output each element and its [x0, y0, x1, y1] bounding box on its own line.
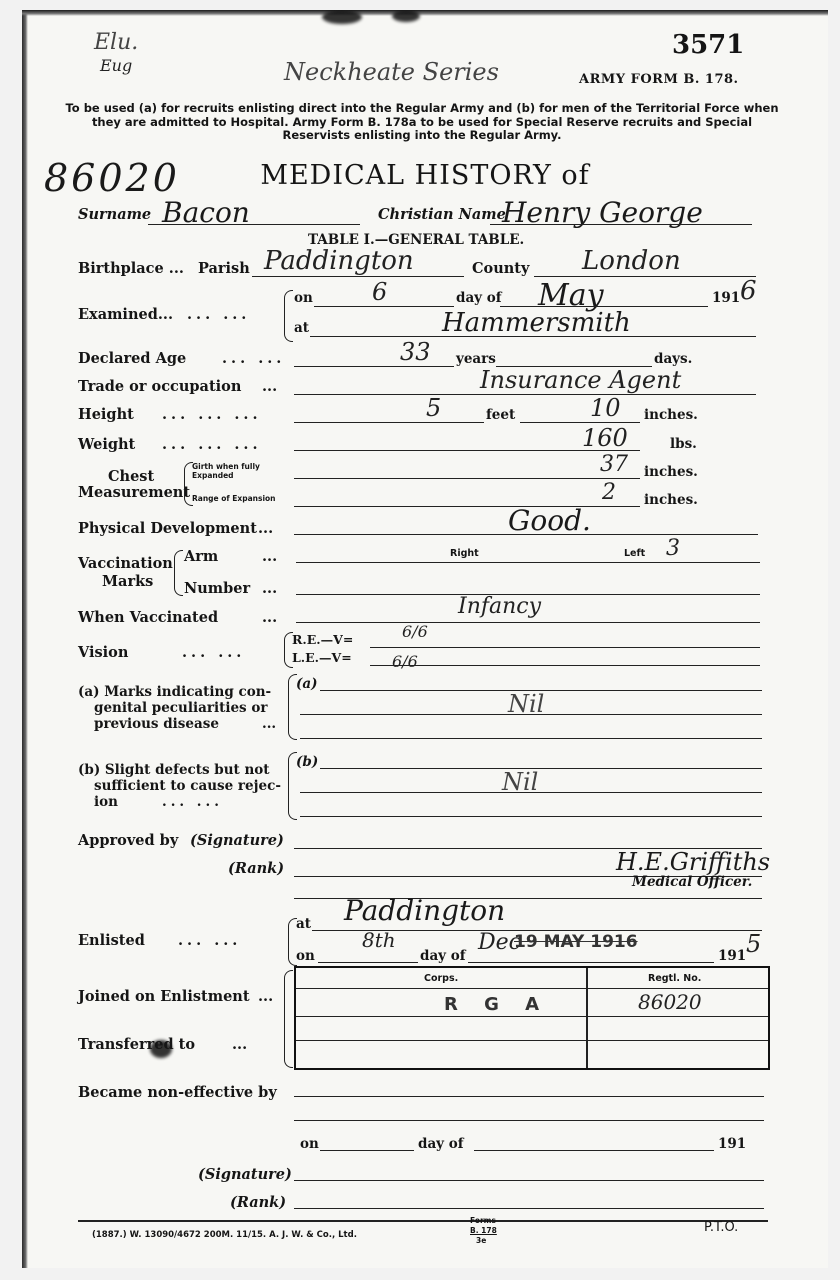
height-inches-value: 10 [590, 394, 621, 422]
dots: ... ... [178, 932, 242, 949]
table-divider [586, 968, 588, 1068]
measurement-label: Measurement [78, 484, 191, 501]
defects-b-line [300, 816, 762, 817]
examined-day: 6 [372, 278, 388, 306]
height-feet-line [294, 422, 484, 423]
declared-age-label: Declared Age [78, 350, 187, 367]
non-effective-rank-line [294, 1208, 764, 1209]
form-page [22, 10, 828, 1268]
service-bracket [284, 970, 293, 1068]
enlisted-label: Enlisted [78, 932, 145, 949]
marks-a-label-2: genital peculiarities or [94, 700, 268, 716]
form-serial-number: 3571 [672, 30, 745, 60]
county-line [534, 276, 756, 277]
enlisted-at-label: at [296, 916, 311, 932]
years-label: years [456, 351, 496, 367]
height-feet-value: 5 [426, 394, 442, 422]
regt-no-value: 86020 [638, 990, 702, 1014]
parish-label: Parish [198, 260, 250, 277]
enlisted-place: Paddington [344, 894, 506, 927]
top-note: Neckheate Series [284, 58, 499, 86]
examined-year-prefix: 191 [712, 290, 741, 306]
table-row-line [296, 1016, 768, 1017]
forms-ref-1: Forms [470, 1216, 496, 1225]
birthplace-label: Birthplace ... [78, 260, 184, 277]
marks-label: Marks [102, 573, 154, 590]
dots: ... ... [222, 350, 286, 367]
examined-on-label: on [294, 290, 313, 306]
footer-rule [78, 1220, 768, 1222]
surname-label: Surname [78, 206, 152, 223]
when-vaccinated-label: When Vaccinated [78, 609, 219, 626]
medical-officer-label: Medical Officer. [632, 874, 753, 890]
marks-a-line [300, 738, 762, 739]
examined-at-label: at [294, 320, 309, 336]
dots: ... ... [182, 644, 246, 661]
when-vaccinated-value: Infancy [458, 594, 542, 619]
non-effective-signature-label: (Signature) [198, 1166, 292, 1183]
regimental-number-handwritten: 86020 [44, 156, 180, 200]
defects-b-value: Nil [502, 768, 539, 796]
table-row-line [296, 1040, 768, 1041]
enlisted-on-label: on [296, 948, 315, 964]
days-label: days. [654, 351, 693, 367]
re-label: R.E.—V= [292, 632, 354, 647]
defects-b-tag: (b) [296, 754, 319, 770]
dots: ... [232, 1036, 248, 1053]
marks-a-line [320, 690, 762, 691]
enlisted-year-prefix: 191 [718, 948, 747, 964]
table-heading: TABLE I.—GENERAL TABLE. [308, 232, 525, 248]
top-left-note: Elu. [94, 30, 139, 55]
inches-label: inches. [644, 407, 698, 423]
army-form-number: ARMY FORM B. 178. [579, 72, 739, 87]
dots: ... [258, 988, 274, 1005]
le-label: L.E.—V= [292, 650, 352, 665]
arm-line [296, 562, 760, 563]
feet-label: feet [486, 407, 516, 423]
transferred-label: Transferred to [78, 1036, 195, 1053]
parish-value: Paddington [264, 246, 414, 276]
examined-dots: ... ... [187, 306, 251, 323]
corps-value: R G A [444, 994, 550, 1015]
range-inches-label: inches. [644, 492, 698, 508]
non-effective-on-label: on [300, 1136, 319, 1152]
enlisted-day-of-label: day of [420, 948, 466, 964]
dots: ... [258, 520, 274, 537]
marks-a-line [300, 714, 762, 715]
approved-by-label: Approved by [78, 832, 179, 849]
approved-rank-label: (Rank) [228, 860, 285, 877]
number-label: Number [184, 580, 251, 597]
form-instructions: To be used (a) for recruits enlisting direct into the Regular Army and (b) for men of the Territorial Force when they are admitted to Hospital. Army Form B. 178a to be used for Special Reserve recruits and Special Reservists enlisting into the Regular Army. [65, 101, 779, 142]
non-effective-line [294, 1096, 764, 1097]
dots: ... ... [162, 794, 223, 810]
examined-place-line [310, 336, 756, 337]
height-label: Height [78, 406, 134, 423]
examined-month-line [500, 306, 708, 307]
girth-value: 37 [600, 452, 628, 477]
examined-day-of-label: day of [456, 290, 502, 306]
non-effective-year-prefix: 191 [718, 1136, 747, 1152]
physical-development-label: Physical Development [78, 520, 257, 537]
corps-header: Corps. [424, 973, 459, 984]
marks-a-value: Nil [508, 690, 545, 718]
weight-value: 160 [582, 424, 628, 452]
page-edge-shadow-top [22, 10, 828, 16]
physical-development-value: Good. [508, 504, 591, 537]
le-line [370, 665, 760, 666]
trade-label: Trade or occupation [78, 378, 242, 395]
left-label: Left [624, 548, 646, 559]
page-title: MEDICAL HISTORY of [260, 160, 590, 191]
examined-day-line [314, 306, 454, 307]
table-row-line [296, 988, 768, 989]
date-stamp: 19 MAY 1916 [514, 932, 638, 952]
chest-label: Chest [108, 468, 155, 485]
lbs-label: lbs. [670, 436, 697, 452]
examined-month: May [538, 278, 604, 313]
dots: ... [262, 378, 278, 395]
non-effective-day-line [320, 1150, 414, 1151]
age-years-value: 33 [400, 338, 431, 366]
dots: ... [262, 548, 278, 565]
dots: ... ... ... [162, 406, 262, 423]
pto-label: P.T.O. [704, 1220, 739, 1235]
top-left-note-2: Eug [100, 56, 133, 75]
trade-line [294, 394, 756, 395]
forms-ref-3: 3e [476, 1236, 487, 1245]
enlisted-day-line [318, 962, 418, 963]
non-effective-rank-label: (Rank) [230, 1194, 287, 1211]
dots: ... [262, 609, 278, 626]
forms-ref-2: B. 178 [470, 1226, 497, 1235]
non-effective-signature-line [294, 1180, 764, 1181]
weight-label: Weight [78, 436, 136, 453]
parish-line [252, 276, 464, 277]
examined-place: Hammersmith [442, 308, 631, 338]
left-value: 3 [666, 536, 680, 561]
dots: ... [262, 580, 278, 597]
approved-signature-value: H.E.Griffiths [616, 848, 771, 876]
defects-b-line [320, 768, 762, 769]
vaccination-label: Vaccination [78, 555, 173, 572]
non-effective-label: Became non-effective by [78, 1084, 277, 1101]
non-effective-day-of-label: day of [418, 1136, 464, 1152]
defects-b-label-3: ion [94, 794, 118, 810]
marks-a-label-3: previous disease [94, 716, 219, 732]
vaccination-bracket [174, 550, 183, 596]
defects-b-label-1: (b) Slight defects but not [78, 762, 270, 778]
ink-smudge [392, 10, 420, 22]
girth-inches-label: inches. [644, 464, 698, 480]
marks-a-tag: (a) [296, 676, 318, 692]
dots: ... [262, 716, 277, 732]
surname-line [148, 224, 360, 225]
le-value: 6/6 [392, 652, 418, 671]
county-value: London [582, 246, 681, 276]
when-vaccinated-line [296, 622, 760, 623]
christian-name-label: Christian Name [378, 206, 506, 223]
trade-value: Insurance Agent [480, 366, 682, 394]
enlisted-month-line [468, 962, 714, 963]
enlisted-year-digit: 5 [746, 930, 762, 958]
christian-name-line [490, 224, 752, 225]
defects-b-label-2: sufficient to cause rejec- [94, 778, 281, 794]
dots: ... ... ... [162, 436, 262, 453]
approved-signature-label: (Signature) [190, 832, 284, 849]
service-table [294, 966, 770, 1070]
arm-label: Arm [184, 548, 219, 565]
re-line [370, 647, 760, 648]
enlisted-day: 8th [362, 928, 396, 952]
range-value: 2 [602, 480, 616, 505]
weight-line [294, 450, 640, 451]
examined-year-digit: 6 [740, 276, 757, 306]
girth-label: Girth when fully Expanded [192, 462, 260, 480]
page-edge-shadow [22, 10, 28, 1268]
defects-b-line [300, 792, 762, 793]
joined-label: Joined on Enlistment [78, 988, 250, 1005]
physical-development-line [294, 534, 758, 535]
enlisted-month: Dec [478, 930, 521, 955]
girth-line [294, 478, 640, 479]
right-label: Right [450, 548, 479, 559]
surname-value: Bacon [162, 196, 250, 229]
vision-label: Vision [78, 644, 129, 661]
examined-bracket [284, 290, 293, 342]
marks-a-label-1: (a) Marks indicating con- [78, 684, 272, 700]
non-effective-line [294, 1120, 764, 1121]
non-effective-month-line [474, 1150, 714, 1151]
range-label: Range of Expansion [192, 494, 276, 503]
re-value: 6/6 [402, 622, 428, 641]
regt-no-header: Regtl. No. [648, 973, 702, 984]
printer-imprint: (1887.) W. 13090/4672 200M. 11/15. A. J. W. & Co., Ltd. [92, 1230, 357, 1240]
county-label: County [472, 260, 530, 277]
examined-label: Examined... [78, 306, 173, 323]
christian-name-value: Henry George [502, 196, 703, 229]
age-years-line [294, 366, 454, 367]
ink-smudge [322, 10, 362, 24]
height-inches-line [520, 422, 640, 423]
